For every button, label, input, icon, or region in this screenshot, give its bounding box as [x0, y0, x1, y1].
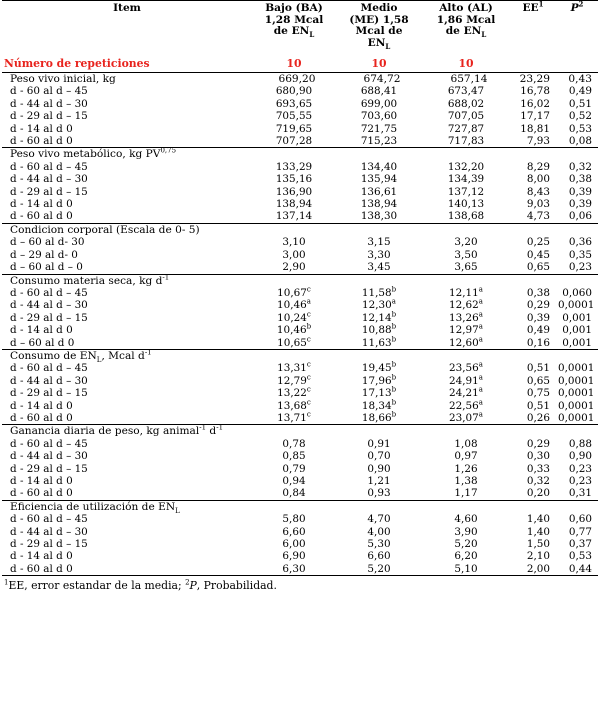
table-row — [2, 538, 598, 550]
table-row — [2, 550, 598, 562]
row-ee: 2,00 — [510, 563, 556, 576]
row-value: 717,83 — [447, 135, 485, 148]
table-row — [2, 375, 598, 387]
row-value: 6,60 — [367, 550, 391, 563]
repetitions-me: 10 — [336, 57, 422, 73]
row-value: 12,30$^a$ — [362, 297, 396, 312]
section-title: Condicion corporal (Escala de 0- 5) — [2, 223, 252, 236]
row-period: d - 60 al d – 45 — [10, 513, 88, 526]
row-value: 2,90 — [282, 261, 306, 274]
row-ee: 8,00 — [526, 173, 550, 186]
header-row — [2, 1, 598, 58]
row-period: d - 14 al d 0 — [10, 122, 73, 135]
row-period: d - 44 al d – 30 — [10, 525, 88, 538]
table-row — [2, 526, 598, 538]
row-p: 0,36 — [568, 236, 592, 249]
row-value: 24,91$^a$ — [449, 373, 483, 387]
row-ee: 2,10 — [526, 550, 550, 563]
table-row — [2, 110, 598, 122]
row-value: 132,20 — [447, 160, 485, 173]
row-period: d - 29 al d – 15 — [10, 538, 88, 551]
row-ee: 18,81 — [520, 122, 550, 135]
row-value: 1,38 — [454, 475, 478, 487]
row-p: 0,37 — [568, 538, 592, 551]
section-title-value: 669,20 — [252, 73, 336, 86]
row-value: 138,94 — [360, 198, 398, 211]
row-period: d - 44 al d – 30 — [10, 450, 88, 463]
row-value: 3,65 — [454, 261, 478, 274]
table-row — [2, 475, 598, 487]
section-title-row — [2, 274, 598, 287]
table-row — [2, 487, 598, 500]
row-value: 138,94 — [275, 198, 313, 211]
row-ee: 16,78 — [520, 85, 550, 98]
row-period: d – 60 al d 0 — [10, 336, 75, 349]
table-row — [2, 324, 598, 336]
row-period: d - 60 al d 0 — [10, 135, 73, 148]
row-ee: 1,40 — [526, 513, 550, 526]
row-value: 727,87 — [447, 122, 485, 135]
row-ee: 0,38 — [526, 286, 550, 299]
row-value: 707,28 — [275, 135, 313, 148]
row-value: 13,22$^c$ — [277, 385, 311, 400]
row-p: 0,53 — [568, 550, 592, 563]
row-value: 133,29 — [275, 160, 313, 173]
row-value: 135,94 — [360, 173, 398, 186]
row-value: 24,21$^a$ — [449, 385, 483, 400]
header-al: Alto (AL) 1,86 Mcal de $EN_L$ — [422, 1, 510, 58]
row-value: 17,96$^b$ — [361, 373, 397, 387]
row-value: 13,68$^c$ — [277, 398, 311, 412]
row-p: 0,08 — [568, 135, 592, 148]
row-p: 0,39 — [568, 185, 592, 198]
table-row — [2, 450, 598, 462]
row-ee: 0,45 — [526, 248, 550, 261]
nutrition-table-page — [2, 0, 598, 592]
row-value: 10,46$^a$ — [277, 297, 311, 312]
row-value: 18,66$^b$ — [361, 410, 397, 424]
row-value: 12,14$^b$ — [361, 310, 397, 324]
row-value: 5,20 — [336, 563, 422, 576]
row-period: d - 14 al d 0 — [10, 475, 73, 487]
row-value: 688,02 — [447, 97, 485, 110]
row-period: d – 29 al d- 0 — [10, 248, 78, 261]
repetitions-al: 10 — [422, 57, 510, 73]
row-p: 0,060 — [562, 286, 592, 299]
row-p: 0,001 — [562, 324, 592, 337]
header-ba: Bajo (BA) 1,28 Mcal de $EN_L$ — [252, 1, 336, 58]
row-p: 0,35 — [568, 248, 592, 261]
section-title-row — [2, 425, 598, 438]
table-row — [2, 299, 598, 311]
row-period: d - 60 al d – 45 — [10, 85, 88, 98]
table-row — [2, 400, 598, 412]
table-row — [2, 287, 598, 299]
row-value: 5,20 — [454, 538, 478, 551]
row-value: 0,84 — [282, 487, 306, 500]
section-title-row — [2, 73, 598, 86]
row-ee: 0,51 — [526, 399, 550, 412]
row-value: 137,12 — [447, 185, 485, 198]
row-value: 3,50 — [454, 248, 478, 261]
row-value: 703,60 — [360, 110, 398, 123]
row-period: d - 29 al d – 15 — [10, 185, 88, 198]
row-value: 6,20 — [454, 550, 478, 563]
table-row — [2, 173, 598, 185]
row-p: 0,39 — [568, 198, 592, 211]
row-period: d - 60 al d 0 — [10, 487, 73, 500]
row-ee: 0,26 — [526, 411, 550, 424]
table-row — [2, 210, 598, 223]
row-ee: 0,32 — [526, 475, 550, 487]
row-ee: 0,49 — [526, 324, 550, 337]
row-value: 1,21 — [367, 475, 391, 487]
row-p: 0,52 — [568, 110, 592, 123]
row-value: 23,07$^a$ — [449, 410, 483, 424]
row-ee: 0,39 — [526, 311, 550, 324]
row-p: 0,51 — [568, 97, 592, 110]
row-period: d - 60 al d 0 — [10, 210, 73, 223]
row-value: 12,79$^c$ — [277, 373, 311, 387]
row-value: 136,61 — [360, 185, 398, 198]
row-period: d - 44 al d – 30 — [10, 173, 88, 186]
row-ee: 0,25 — [526, 236, 550, 249]
row-period: d - 44 al d – 30 — [10, 299, 88, 312]
row-p: 0,0001 — [558, 362, 595, 375]
row-value: 10,88$^b$ — [361, 322, 397, 337]
row-value: 707,05 — [447, 110, 485, 123]
row-value: 1,08 — [454, 437, 478, 450]
table-row — [2, 98, 598, 110]
row-value: 0,90 — [367, 462, 391, 475]
table-row — [2, 198, 598, 210]
row-value: 19,45$^b$ — [361, 360, 397, 375]
row-value: 22,56$^a$ — [449, 398, 483, 412]
row-period: d - 60 al d – 45 — [10, 362, 88, 375]
row-value: 0,85 — [282, 450, 306, 463]
row-value: 715,23 — [360, 135, 398, 148]
row-value: 0,91 — [367, 437, 391, 450]
row-period: d - 29 al d – 15 — [10, 462, 88, 475]
row-ee: 0,51 — [526, 362, 550, 375]
row-p: 0,001 — [562, 336, 592, 349]
row-p: 0,38 — [568, 173, 592, 186]
row-value: 1,26 — [454, 462, 478, 475]
table-row — [2, 513, 598, 525]
header-p: $P^2$ — [556, 1, 598, 58]
row-value: 721,75 — [360, 122, 398, 135]
row-ee: 0,29 — [526, 299, 550, 312]
row-ee: 16,02 — [520, 97, 550, 110]
row-value: 0,79 — [282, 462, 306, 475]
row-p: 0,0001 — [558, 387, 595, 400]
row-value: 693,65 — [275, 97, 313, 110]
row-p: 0,0001 — [558, 411, 595, 424]
row-period: d - 14 al d 0 — [10, 550, 73, 563]
row-period: d - 14 al d 0 — [10, 198, 73, 211]
row-period: d - 14 al d 0 — [10, 324, 73, 337]
row-p: 0,23 — [568, 475, 592, 487]
table-row — [2, 312, 598, 324]
table-row — [2, 135, 598, 148]
row-value: 12,11$^a$ — [449, 285, 483, 299]
row-value: 3,90 — [454, 525, 478, 538]
table-row — [2, 261, 598, 274]
repetitions-label: Número de repeticiones — [2, 57, 252, 73]
row-value: 17,13$^b$ — [361, 385, 397, 400]
table-row — [2, 249, 598, 261]
section-title: Eficiencia de utilización de $EN_L$ — [2, 500, 252, 513]
row-value: 12,62$^a$ — [449, 297, 483, 312]
section-title-value: 657,14 — [422, 73, 510, 86]
row-value: 140,13 — [447, 198, 485, 211]
row-value: 5,10 — [422, 563, 510, 576]
row-value: 6,60 — [282, 525, 306, 538]
section-title: Consumo de $EN_L$, Mcal $d^{-1}$ — [2, 349, 252, 362]
row-p: 0,0001 — [558, 399, 595, 412]
row-value: 0,70 — [367, 450, 391, 463]
row-p: 0,23 — [568, 261, 592, 274]
row-value: 138,68 — [447, 210, 485, 223]
row-ee: 0,65 — [526, 261, 550, 274]
table-row — [2, 161, 598, 173]
row-value: 23,56$^a$ — [449, 360, 483, 375]
row-value: 3,15 — [367, 236, 391, 249]
row-value: 10,65$^c$ — [277, 335, 311, 349]
table-row — [2, 438, 598, 450]
row-period: d – 60 al d – 0 — [10, 261, 83, 274]
row-value: 3,30 — [367, 248, 391, 261]
row-value: 136,90 — [275, 185, 313, 198]
row-p: 0,0001 — [558, 299, 595, 312]
table-row — [2, 412, 598, 425]
row-value: 10,67$^c$ — [277, 285, 311, 299]
row-value: 699,00 — [360, 97, 398, 110]
row-p: 0,06 — [568, 210, 592, 223]
row-period: d - 14 al d 0 — [10, 399, 73, 412]
row-p: 0,23 — [568, 462, 592, 475]
row-value: 0,93 — [367, 487, 391, 500]
footnote: $^1$EE, error estandar de la media; $^2$P, Probabilidad. — [4, 578, 277, 593]
row-value: 11,58$^b$ — [361, 285, 397, 299]
row-value: 5,30 — [367, 538, 391, 551]
section-title-value: 674,72 — [336, 73, 422, 86]
row-value: 688,41 — [360, 85, 398, 98]
row-value: 135,16 — [275, 173, 313, 186]
row-ee: 8,43 — [526, 185, 550, 198]
row-value: 10,46$^b$ — [276, 322, 312, 337]
row-value: 680,90 — [275, 85, 313, 98]
row-value: 10,24$^c$ — [277, 310, 311, 324]
results-table — [2, 0, 598, 576]
row-value: 0,78 — [282, 437, 306, 450]
row-value: 134,40 — [360, 160, 398, 173]
row-value: 18,34$^b$ — [361, 398, 397, 412]
row-period: d - 60 al d – 45 — [10, 286, 88, 299]
row-period: d - 60 al d – 45 — [10, 437, 88, 450]
row-value: 0,94 — [282, 475, 306, 487]
section-title-row — [2, 349, 598, 362]
row-ee: 0,16 — [526, 336, 550, 349]
section-title: Ganancia diaria de peso, kg animal$^{-1}$ $d^{-1}$ — [2, 425, 252, 438]
row-value: 5,80 — [282, 513, 306, 526]
section-title: Peso vivo inicial, kg — [2, 73, 252, 86]
header-item: Item — [2, 1, 252, 58]
section-title: Consumo materia seca, kg $d^{-1}$ — [2, 274, 252, 287]
row-value: 0,97 — [454, 450, 478, 463]
row-ee: 9,03 — [526, 198, 550, 211]
row-value: 138,30 — [360, 210, 398, 223]
table-row — [2, 563, 598, 576]
table-row — [2, 387, 598, 399]
row-value: 13,31$^c$ — [277, 360, 311, 375]
row-value: 12,97$^a$ — [449, 322, 483, 337]
row-value: 3,45 — [367, 261, 391, 274]
section-title-row — [2, 148, 598, 161]
row-value: 673,47 — [447, 85, 485, 98]
row-ee: 0,65 — [526, 374, 550, 387]
row-p: 0,0001 — [558, 374, 595, 387]
row-ee: 0,33 — [526, 462, 550, 475]
row-value: 4,60 — [454, 513, 478, 526]
row-value: 13,71$^c$ — [277, 410, 311, 424]
row-period: d - 60 al d – 45 — [10, 160, 88, 173]
section-title-row — [2, 500, 598, 513]
section-title-row — [2, 223, 598, 236]
row-p: 0,001 — [562, 311, 592, 324]
section-title: Peso vivo metabólico, kg PV$^{0,75}$ — [2, 148, 252, 161]
row-value: 6,90 — [282, 550, 306, 563]
row-value: 11,63$^b$ — [361, 335, 397, 349]
row-value: 13,26$^a$ — [449, 310, 483, 324]
row-period: d - 29 al d – 15 — [10, 387, 88, 400]
table-row — [2, 337, 598, 350]
section-title-value: 23,29 — [510, 73, 556, 86]
row-ee: 7,93 — [526, 135, 550, 148]
header-me: Medio (ME) 1,58 Mcal de $EN_L$ — [336, 1, 422, 58]
row-value: 1,17 — [454, 487, 478, 500]
row-p: 0,44 — [556, 563, 598, 576]
row-p: 0,49 — [568, 85, 592, 98]
table-row — [2, 362, 598, 374]
header-ee: $EE^1$ — [510, 1, 556, 58]
row-p: 0,31 — [568, 487, 592, 500]
row-value: 134,39 — [447, 173, 485, 186]
row-value: 12,60$^a$ — [449, 335, 483, 349]
row-p: 0,88 — [568, 437, 592, 450]
table-row — [2, 123, 598, 135]
row-value: 719,65 — [275, 122, 313, 135]
table-row — [2, 236, 598, 248]
table-row — [2, 186, 598, 198]
row-period: d - 44 al d – 30 — [10, 374, 88, 387]
table-row — [2, 85, 598, 97]
row-ee: 1,50 — [526, 538, 550, 551]
row-period: d – 60 al d- 30 — [10, 236, 85, 249]
row-ee: 1,40 — [526, 525, 550, 538]
row-ee: 0,20 — [526, 487, 550, 500]
row-p: 0,90 — [568, 450, 592, 463]
row-p: 0,77 — [568, 525, 592, 538]
row-ee: 4,73 — [526, 210, 550, 223]
row-ee: 0,75 — [526, 387, 550, 400]
row-value: 6,30 — [252, 563, 336, 576]
table-row — [2, 463, 598, 475]
row-value: 4,70 — [367, 513, 391, 526]
row-value: 3,10 — [282, 236, 306, 249]
row-p: 0,32 — [568, 160, 592, 173]
row-p: 0,60 — [568, 513, 592, 526]
row-p: 0,53 — [568, 122, 592, 135]
row-ee: 8,29 — [526, 160, 550, 173]
row-value: 3,20 — [454, 236, 478, 249]
row-value: 4,00 — [367, 525, 391, 538]
row-period: d - 44 al d – 30 — [10, 97, 88, 110]
row-value: 6,00 — [282, 538, 306, 551]
repetitions-ba: 10 — [252, 57, 336, 73]
row-period: d - 60 al d 0 — [10, 411, 73, 424]
section-title-value: 0,43 — [556, 73, 598, 86]
row-period: d - 29 al d – 15 — [10, 110, 88, 123]
row-ee: 0,30 — [526, 450, 550, 463]
row-value: 137,14 — [275, 210, 313, 223]
repetitions-row — [2, 57, 598, 73]
row-ee: 0,29 — [526, 437, 550, 450]
row-period: d - 29 al d – 15 — [10, 311, 88, 324]
row-value: 3,00 — [282, 248, 306, 261]
row-value: 705,55 — [275, 110, 313, 123]
row-ee: 17,17 — [520, 110, 550, 123]
row-period: d - 60 al d 0 — [2, 563, 252, 576]
